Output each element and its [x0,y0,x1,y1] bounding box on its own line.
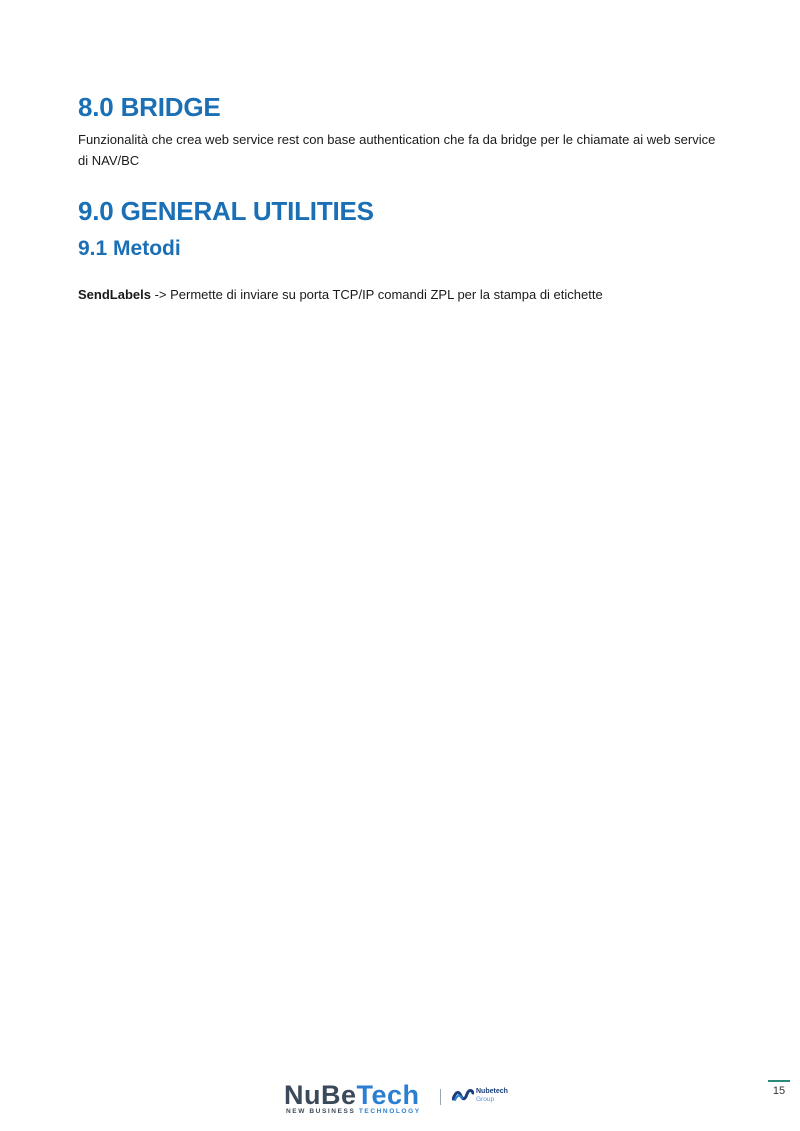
bridge-description: Funzionalità che crea web service rest con base authentication che fa da bridge per le chiamate ai web service di NAV/BC [78,132,716,168]
brand-word-part2: Tech [356,1080,420,1110]
footer-logo [284,1080,524,1120]
logo-divider [440,1089,441,1105]
brand-tagline-part1: NEW BUSINESS [286,1108,359,1115]
brand-tagline [286,1108,421,1115]
wave-logo-icon [452,1088,474,1102]
group-name: Nubetech [476,1088,508,1095]
section-heading-general-utilities: 9.0 GENERAL UTILITIES [78,196,374,226]
page-number: 15 [772,1085,786,1097]
page-number-rule [768,1080,790,1082]
brand-wordmark [284,1080,420,1110]
section-heading-bridge: 8.0 BRIDGE [78,92,221,122]
brand-tagline-part2: TECHNOLOGY [358,1108,421,1115]
method-entry-sendlabels [78,284,718,305]
method-description: -> Permette di inviare su porta TCP/IP comandi ZPL per la stampa di etichette [150,287,603,302]
brand-word-part1: NuBe [284,1080,357,1110]
method-name: SendLabels [78,287,151,302]
group-sub: Group [476,1096,495,1103]
subsection-heading-metodi: 9.1 Metodi [78,237,181,260]
